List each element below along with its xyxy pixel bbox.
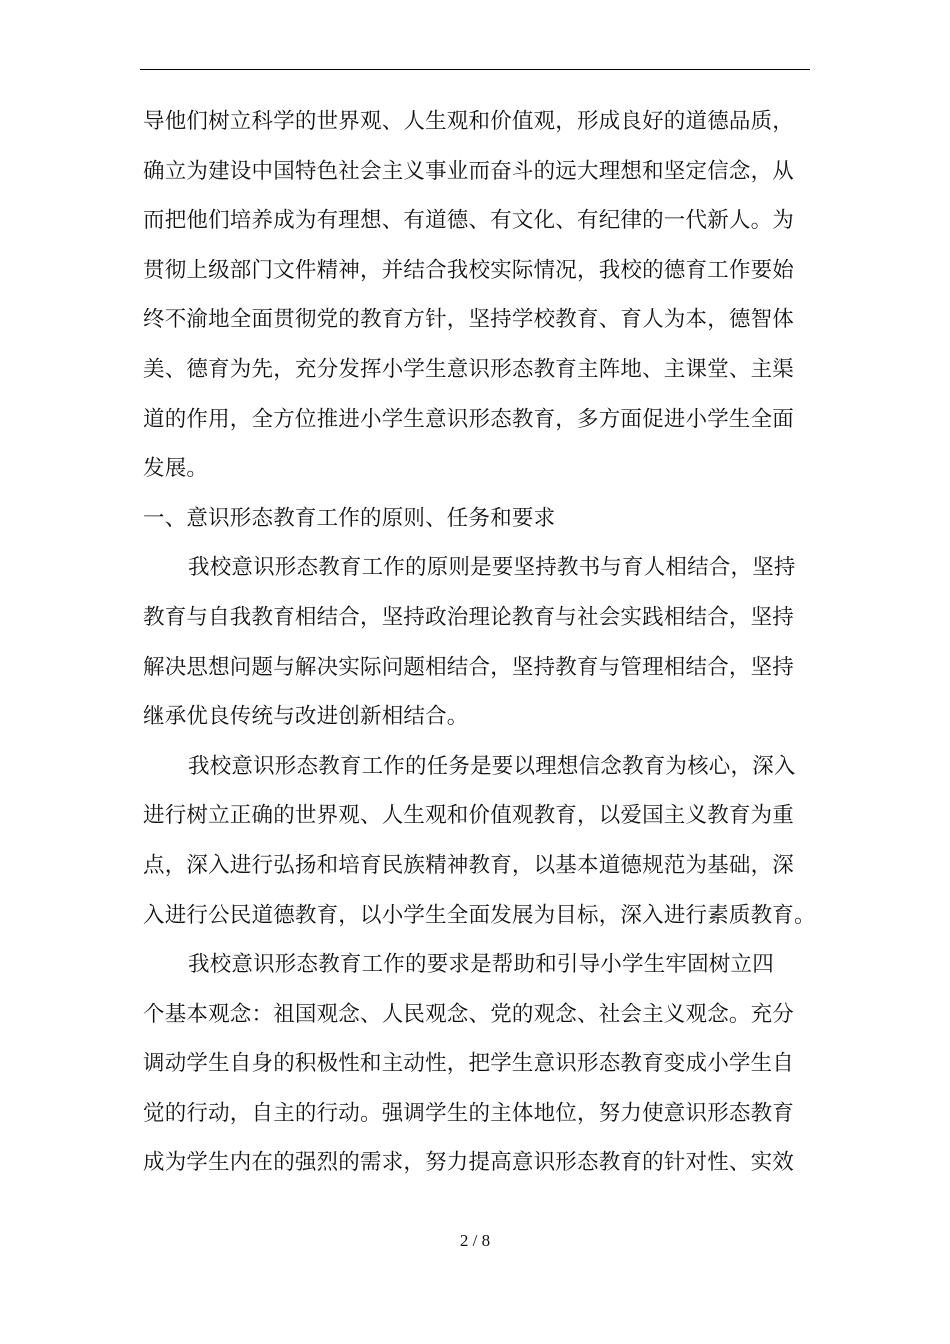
text-line: 教育与自我教育相结合，坚持政治理论教育与社会实践相结合，坚持 xyxy=(143,604,795,630)
text-line: 导他们树立科学的世界观、人生观和价值观，形成良好的道德品质， xyxy=(143,109,795,134)
text-line: 觉的行动，自主的行动。强调学生的主体地位，努力使意识形态教育 xyxy=(143,1100,795,1126)
text-line: 入进行公民道德教育，以小学生全面发展为目标，深入进行素质教育。 xyxy=(143,902,816,928)
section-heading xyxy=(143,494,815,544)
page-number: 2 / 8 xyxy=(459,1231,491,1250)
text-line: 调动学生自身的积极性和主动性，把学生意识形态教育变成小学生自 xyxy=(143,1051,795,1077)
text-line: 贯彻上级部门文件精神，并结合我校实际情况，我校的德育工作要始 xyxy=(143,257,795,283)
text-line: 我校意识形态教育工作的要求是帮助和引导小学生牢固树立四 xyxy=(188,952,774,978)
document-body xyxy=(143,97,815,1188)
text-line: 道的作用，全方位推进小学生意识形态教育，多方面促进小学生全面 xyxy=(143,406,795,432)
text-line: 进行树立正确的世界观、人生观和价值观教育，以爱国主义教育为重 xyxy=(143,803,795,829)
text-line: 点，深入进行弘扬和培育民族精神教育，以基本道德规范为基础，深 xyxy=(143,852,795,878)
paragraph-intro xyxy=(143,97,815,494)
paragraph-requirements xyxy=(143,940,815,1188)
paragraph-tasks xyxy=(143,742,815,940)
header-rule xyxy=(140,69,810,70)
text-line: 确立为建设中国特色社会主义事业而奋斗的远大理想和坚定信念，从 xyxy=(143,158,795,184)
text-line: 美、德育为先，充分发挥小学生意识形态教育主阵地、主课堂、主渠 xyxy=(143,356,795,382)
text-line: 解决思想问题与解决实际问题相结合，坚持教育与管理相结合，坚持 xyxy=(143,654,795,680)
text-line: 我校意识形态教育工作的原则是要坚持教书与育人相结合，坚持 xyxy=(188,555,796,581)
text-line: 个基本观念：祖国观念、人民观念、党的观念、社会主义观念。充分 xyxy=(143,1001,795,1027)
section-heading-text: 一、意识形态教育工作的原则、任务和要求 xyxy=(143,505,556,531)
text-line: 继承优良传统与改进创新相结合。 xyxy=(143,704,469,730)
text-line: 发展。 xyxy=(143,456,209,482)
text-line: 我校意识形态教育工作的任务是要以理想信念教育为核心，深入 xyxy=(188,753,796,779)
text-line: 成为学生内在的强烈的需求，努力提高意识形态教育的针对性、实效 xyxy=(143,1150,795,1176)
text-line: 而把他们培养成为有理想、有道德、有文化、有纪律的一代新人。为 xyxy=(143,208,795,234)
text-line: 终不渝地全面贯彻党的教育方针，坚持学校教育、育人为本，德智体 xyxy=(143,307,795,333)
paragraph-principles xyxy=(143,543,815,741)
